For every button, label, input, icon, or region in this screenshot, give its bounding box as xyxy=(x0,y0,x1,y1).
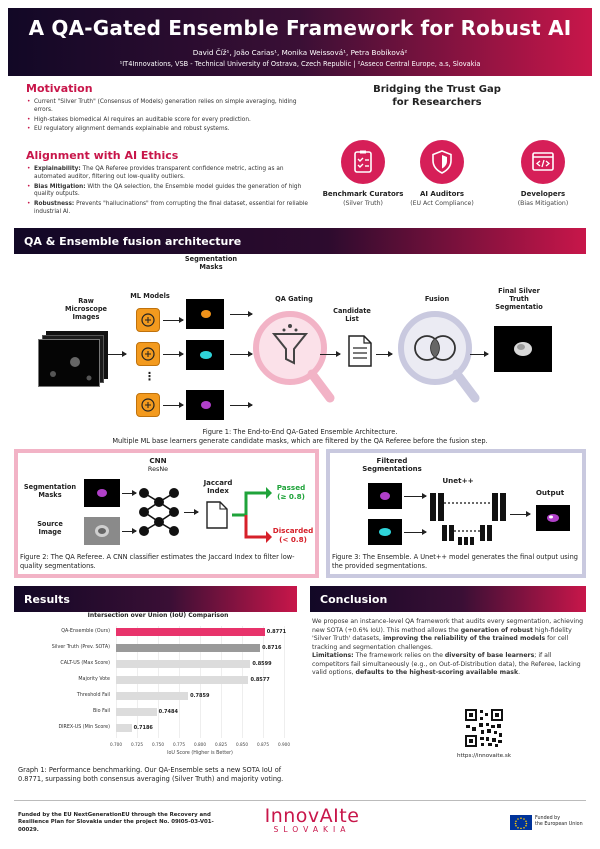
persona-name: Developers xyxy=(520,190,566,198)
arrow-model-to-mask xyxy=(163,405,183,406)
ethics-item-text: Prevents "hallucinations" from corrupting the final dataset, essential for reliable industrial AI. xyxy=(34,201,309,216)
author-list: David Číž¹, João Carias¹, Monika Weissová¹, Petra Bobíková² xyxy=(192,48,408,57)
chart-bar-row xyxy=(30,706,286,718)
persona-role: (Bias Mitigation) xyxy=(517,200,569,207)
mask-orange xyxy=(186,299,224,329)
chart-category-label: DIREX-US (Min Score) xyxy=(58,725,110,730)
arrow-raw-to-models xyxy=(108,354,126,355)
chart-tick-label: 0.725 xyxy=(131,742,143,747)
shield-icon xyxy=(420,140,464,184)
arrow-to-cnn xyxy=(122,531,136,532)
chart-category-label: Majority Vote xyxy=(78,677,110,682)
poster-title: A QA-Gated Ensemble Framework for Robust AI xyxy=(28,16,572,40)
cnn-label xyxy=(138,457,178,473)
jaccard-document-icon xyxy=(205,500,229,530)
checklist-icon xyxy=(341,140,385,184)
ml-model-brain-icon xyxy=(136,393,160,417)
chart-value-label: 0.8599 xyxy=(252,661,272,667)
chart-category-label: Threshold Fail xyxy=(76,693,110,698)
final-silver-truth-label: Final Silver Truth Segmentatio xyxy=(495,287,543,311)
chart-bar-row xyxy=(30,642,286,654)
chart-value-label: 0.7186 xyxy=(133,725,153,731)
mask-purple xyxy=(186,390,224,420)
raw-microscope-image xyxy=(38,339,100,387)
persona-name: Benchmark Curators xyxy=(322,190,404,198)
arrow-masks-to-gating xyxy=(230,405,252,406)
arrow-unet-to-output xyxy=(510,514,530,515)
arrow-to-unet xyxy=(404,496,426,497)
chart-tick-label: 0.850 xyxy=(236,742,248,747)
conclusion-paragraph xyxy=(312,618,584,652)
candidate-list-label: Candidate List xyxy=(333,307,371,323)
passed-label xyxy=(268,484,314,501)
chart-tick-label: 0.825 xyxy=(215,742,227,747)
architecture-banner-title: QA & Ensemble fusion architecture xyxy=(24,234,242,248)
filtered-mask-thumb xyxy=(368,483,402,509)
filtered-mask-thumb xyxy=(368,519,402,545)
persona-role: (EU Act Compliance) xyxy=(410,200,474,207)
arrow-cnn-to-jaccard xyxy=(184,512,198,513)
chart-tick-label: 0.750 xyxy=(152,742,164,747)
chart-value-label: 0.8577 xyxy=(250,677,270,683)
ethics-list xyxy=(26,166,316,217)
chart-bar xyxy=(116,708,157,716)
discarded-label xyxy=(268,527,318,544)
arrow-masks-to-gating xyxy=(230,354,252,355)
arrow-model-to-mask xyxy=(163,320,183,321)
motivation-section xyxy=(26,82,316,136)
arrow-model-to-mask xyxy=(163,354,183,355)
chart-value-label: 0.8771 xyxy=(266,629,287,635)
arrow-fusion-to-final xyxy=(470,354,488,355)
chart-category-label: Bio Fail xyxy=(92,709,110,714)
motivation-heading: Motivation xyxy=(26,82,93,95)
eu-funding-line: Funded by xyxy=(535,816,561,821)
chart-bar xyxy=(116,628,265,636)
seg-masks-label: Segmentation Masks xyxy=(23,483,77,499)
figure-1-caption-line: Multiple ML base learners generate candidate masks, which are filtered by the QA Referee before the fusion step. xyxy=(112,436,488,445)
chart-bar-row xyxy=(30,626,286,638)
unet-label: Unet++ xyxy=(442,476,474,485)
conclusion-emphasis: diversity of base learners xyxy=(444,652,535,660)
chart-x-ticks xyxy=(110,742,290,750)
motivation-item: • EU regulatory alignment demands explainable and robust systems. xyxy=(26,126,316,134)
jaccard-index-label: Jaccard Index xyxy=(203,479,233,496)
arrow-to-cnn xyxy=(122,493,136,494)
chart-value-label: 0.7484 xyxy=(158,709,178,715)
eu-flag-icon xyxy=(510,815,532,830)
persona-ai-auditors xyxy=(397,140,487,207)
candidate-list-document-icon xyxy=(347,334,373,368)
eu-funding-text xyxy=(535,816,593,828)
poster-header xyxy=(8,8,592,76)
results-banner xyxy=(14,586,297,612)
conclusion-text-run: high-fidelity 'Silver Truth' datasets, xyxy=(312,626,572,643)
chart-bar-row xyxy=(30,674,286,686)
referee-source-thumb xyxy=(84,517,120,545)
chart-tick-label: 0.875 xyxy=(257,742,269,747)
ethics-section xyxy=(26,149,316,219)
chart-title: Intersection over Union (IoU) Comparison xyxy=(87,612,229,619)
ethics-item-text: With the QA selection, the Ensemble model guides the generation of high quality outputs. xyxy=(34,183,302,198)
figure-1-caption xyxy=(20,428,580,445)
ethics-item xyxy=(26,201,316,217)
chart-category-label: CALT-US (Max Score) xyxy=(60,661,110,666)
persona-role: (Silver Truth) xyxy=(343,200,383,207)
final-silver-truth-image xyxy=(494,326,552,372)
referee-mask-thumb xyxy=(84,479,120,507)
innovaite-logo-country: SLOVAKIA xyxy=(273,825,351,834)
conclusion-text-run: The framework relies on the xyxy=(353,652,445,660)
chart-bar xyxy=(116,660,250,668)
qa-referee-panel xyxy=(14,449,319,578)
chart-bar xyxy=(116,676,248,684)
footer-divider xyxy=(14,800,586,801)
cnn-network-icon xyxy=(136,483,182,541)
fusion-magnifier-icon xyxy=(395,306,481,404)
code-window-icon xyxy=(521,140,565,184)
chart-tick-label: 0.900 xyxy=(278,742,290,747)
ethics-item xyxy=(26,166,316,182)
qa-gating-magnifier-icon xyxy=(250,306,336,404)
passed-text: Passed xyxy=(276,483,306,492)
innovaite-logo-wordmark: InnovAIte xyxy=(264,805,360,827)
chart-value-label: 0.7859 xyxy=(190,693,210,699)
conclusion-text-run: We propose an instance-level QA framework that audits every segmentation, achieving new SOTA (+0.6% IoU). This method allows the xyxy=(312,618,584,634)
output-label: Output xyxy=(535,488,565,497)
persona-benchmark-curators xyxy=(318,140,408,207)
conclusion-text-run: ; if all competitors fail simultaneously (e.g., on Out-of-Distribution data), the Referee, lacking valid options, xyxy=(312,652,581,677)
unet-architecture-icon xyxy=(428,491,508,549)
chart-bar xyxy=(116,724,132,732)
chart-bar-row xyxy=(30,690,286,702)
conclusion-banner xyxy=(310,586,586,612)
chart-bar-row xyxy=(30,722,286,734)
ml-model-brain-icon xyxy=(136,308,160,332)
passed-threshold: (≥ 0.8) xyxy=(277,491,305,501)
conclusion-text-run: . xyxy=(518,669,521,677)
chart-tick-label: 0.700 xyxy=(110,742,122,747)
figure-2-caption: Figure 2: The QA Referee. A CNN classifier estimates the Jaccard Index to filter low-quality segmentations. xyxy=(20,553,295,570)
chart-category-label: QA-Ensemble (Ours) xyxy=(61,629,110,634)
eu-funding-line: the European Union xyxy=(535,822,583,828)
arrow-gating-to-list xyxy=(320,354,340,355)
iou-chart xyxy=(30,612,290,762)
ethics-item-text: The QA Referee provides transparent confidence metric, acting as an automated auditor, filtering out low-quality outliers. xyxy=(34,166,284,180)
ethics-item-term: Bias Mitigation: xyxy=(34,183,86,190)
chart-value-label: 0.8716 xyxy=(262,645,282,651)
architecture-banner xyxy=(14,228,586,254)
qr-code-icon[interactable] xyxy=(464,708,504,748)
filtered-segmentations-label: Filtered Segmentations xyxy=(362,457,422,474)
ensemble-panel xyxy=(326,449,586,578)
chart-tick-label: 0.775 xyxy=(173,742,185,747)
chart-bar xyxy=(116,692,188,700)
motivation-item: • High-stakes biomedical AI requires an auditable score for every prediction. xyxy=(26,117,316,125)
ml-models-label: ML Models xyxy=(130,292,170,300)
innovaite-logo xyxy=(252,805,372,834)
conclusion-text xyxy=(312,618,584,678)
raw-images-label: Raw Microscope Images xyxy=(64,297,108,321)
chart-x-label: IoU Score (Higher is Better) xyxy=(167,751,233,756)
conclusion-emphasis: defaults to the highest-scoring available mask xyxy=(355,669,519,677)
results-banner-title: Results xyxy=(24,592,70,606)
persona-name: AI Auditors xyxy=(419,190,465,198)
models-ellipsis: ⋮ xyxy=(144,370,155,383)
discarded-threshold: (< 0.8) xyxy=(279,534,307,544)
qa-gating-label: QA Gating xyxy=(275,295,313,303)
persona-developers xyxy=(498,140,588,207)
arrow-to-unet xyxy=(404,532,426,533)
masks-label: Segmentation Masks xyxy=(184,255,238,271)
mask-cyan xyxy=(186,340,224,370)
decision-branch-arrows xyxy=(232,483,272,547)
conclusion-banner-title: Conclusion xyxy=(320,592,388,606)
motivation-list xyxy=(26,99,316,134)
arrow-masks-to-gating xyxy=(230,314,252,315)
motivation-item: • Current "Silver Truth" (Consensus of Models) generation relies on simple averaging, hiding errors. xyxy=(26,99,316,115)
trust-gap-title: Bridging the Trust Gap for Researchers xyxy=(373,84,501,108)
ethics-heading: Alignment with AI Ethics xyxy=(26,149,179,162)
ethics-item-term: Explainability: xyxy=(34,166,81,172)
cnn-subtitle: ResNe xyxy=(147,464,169,473)
conclusion-emphasis: improving the reliability of the trained models xyxy=(382,635,546,643)
ethics-item xyxy=(26,184,316,200)
chart-bar-row xyxy=(30,658,286,670)
cnn-title: CNN xyxy=(149,456,167,465)
ml-model-brain-icon xyxy=(136,342,160,366)
graph-1-caption: Graph 1: Performance benchmarking. Our QA-Ensemble sets a new SOTA IoU of 0.8771, surpassing both consensus averaging (Silver Truth) and majority voting. xyxy=(18,766,284,783)
chart-tick-label: 0.800 xyxy=(194,742,206,747)
conclusion-emphasis: generation of robust xyxy=(460,626,533,634)
affiliation-line: ¹IT4Innovations, VSB - Technical University of Ostrava, Czech Republic | ²Asseco Central Europe, a.s, Slovakia xyxy=(119,60,481,68)
chart-plot-area xyxy=(30,626,286,738)
chart-bar xyxy=(116,644,260,652)
figure-3-caption: Figure 3: The Ensemble. A Unet++ model generates the final output using the provided segmentations. xyxy=(332,553,578,570)
chart-category-label: Silver Truth (Prev. SOTA) xyxy=(51,645,110,650)
project-url-link[interactable]: https://innovaite.sk xyxy=(457,753,511,759)
conclusion-text-run: for cell tracking and segmentation challenges. xyxy=(312,635,569,651)
arrow-list-to-fusion xyxy=(376,354,392,355)
limitations-label: Limitations: xyxy=(312,652,354,660)
fusion-label: Fusion xyxy=(424,295,450,303)
source-image-label: Source Image xyxy=(37,520,63,536)
figure-1-caption-line: Figure 1: The End-to-End QA-Gated Ensemble Architecture. xyxy=(202,428,398,436)
ethics-item-term: Robustness: xyxy=(34,201,75,208)
discarded-text: Discarded xyxy=(272,526,314,535)
limitations-paragraph xyxy=(312,652,584,678)
ensemble-output-thumb xyxy=(536,505,570,531)
funding-note: Funded by the EU NextGenerationEU through the Recovery and Resilience Plan for Slovakia under the project No. 09I05-03-V01-00029. xyxy=(18,812,214,833)
